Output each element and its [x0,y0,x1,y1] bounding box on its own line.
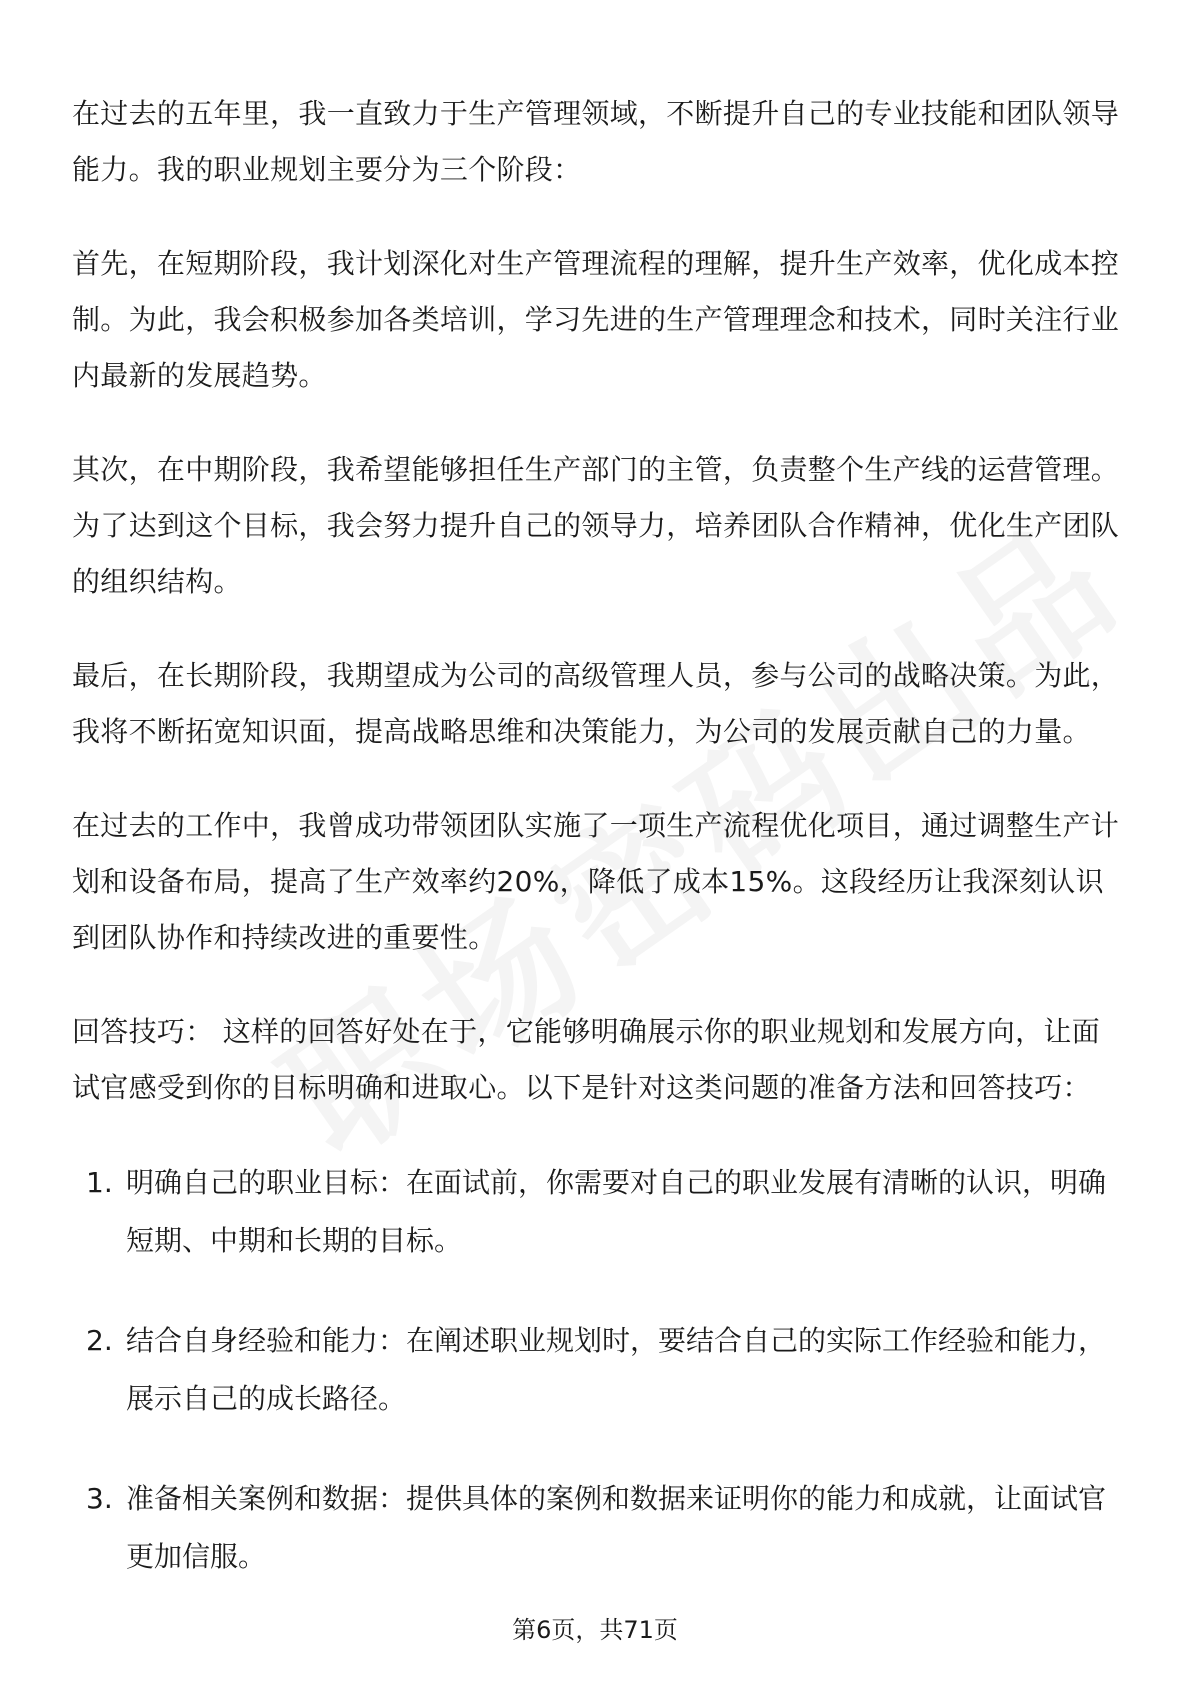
list-item-number: 1. [86,1166,113,1199]
paragraph-answer-tips: 回答技巧： 这样的回答好处在于，它能够明确展示你的职业规划和发展方向，让面试官感受到你的目标明确和进取心。以下是针对这类问题的准备方法和回答技巧： [72,1015,1101,1104]
paragraph-short-term: 首先，在短期阶段，我计划深化对生产管理流程的理解，提升生产效率，优化成本控制。为此，我会积极参加各类培训，学习先进的生产管理理念和技术，同时关注行业内最新的发展趋势。 [72,247,1120,392]
list-item-number: 2. [86,1324,113,1357]
paragraph-experience: 在过去的工作中，我曾成功带领团队实施了一项生产流程优化项目，通过调整生产计划和设备布局，提高了生产效率约20%，降低了成本15%。这段经历让我深刻认识到团队协作和持续改进的重要性。 [72,809,1120,954]
list-item-text: 准备相关案例和数据：提供具体的案例和数据来证明你的能力和成就，让面试官更加信服。 [126,1482,1107,1573]
page-number: 第6页，共71页 [512,1616,678,1644]
tips-list [72,1154,1128,1586]
list-item-text: 结合自身经验和能力：在阐述职业规划时，要结合自己的实际工作经验和能力，展示自己的成长路径。 [126,1324,1107,1415]
paragraph-long-term: 最后，在长期阶段，我期望成为公司的高级管理人员，参与公司的战略决策。为此，我将不断拓宽知识面，提高战略思维和决策能力，为公司的发展贡献自己的力量。 [72,659,1120,748]
page-content [72,86,1128,1628]
paragraph-intro: 在过去的五年里，我一直致力于生产管理领域，不断提升自己的专业技能和团队领导能力。我的职业规划主要分为三个阶段： [72,97,1120,186]
list-item [72,1470,1128,1586]
list-item-number: 3. [86,1482,113,1515]
list-item [72,1154,1128,1270]
paragraph-mid-term: 其次，在中期阶段，我希望能够担任生产部门的主管，负责整个生产线的运营管理。为了达到这个目标，我会努力提升自己的领导力，培养团队合作精神，优化生产团队的组织结构。 [72,453,1120,598]
list-item [72,1312,1128,1428]
list-item-text: 明确自己的职业目标：在面试前，你需要对自己的职业发展有清晰的认识，明确短期、中期和长期的目标。 [126,1166,1107,1257]
